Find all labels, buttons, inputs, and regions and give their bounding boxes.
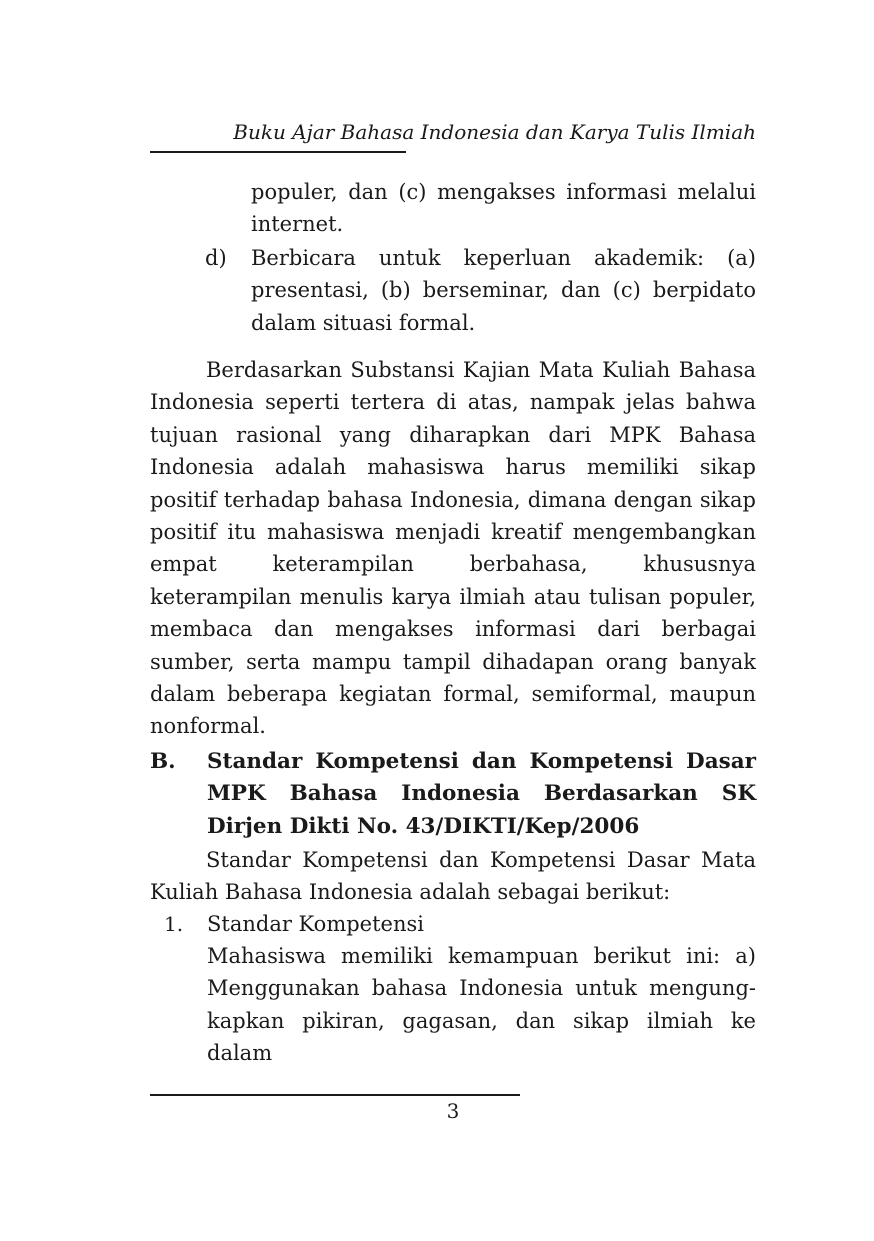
body-paragraph-1: Berdasarkan Substansi Kajian Mata Kuliah Bahasa Indonesia seperti tertera di atas, nampak jelas bahwa tujuan rasional yang diharapkan dari MPK Bahasa Indonesia adalah mahasiswa harus memiliki sikap positif terhadap bahasa Indonesia, dimana dengan sikap positif itu mahasiswa menjadi kreatif mengembangkan empat keterampilan berbahasa, khususnya keterampilan menulis karya ilmiah atau tulisan populer, membaca dan mengakses informasi dari berbagai sumber, serta mampu tampil dihadapan orang banyak dalam beberapa kegiatan formal, semiformal, maupun nonformal.: [150, 358, 756, 739]
running-header: Buku Ajar Bahasa Indonesia dan Karya Tulis Ilmiah: [233, 120, 756, 144]
footer-rule: [150, 1094, 520, 1096]
list-item-d-text: Berbicara untuk keperluan akademik: (a) presentasi, (b) berseminar, dan (c) berpidato dalam situasi formal.: [251, 246, 756, 335]
list-item-d-marker: d): [205, 246, 227, 270]
list-item-label: Standar Kompetensi: [207, 912, 424, 936]
section-number: B.: [150, 749, 176, 774]
section-title: Standar Kompetensi dan Kompetensi Dasar MPK Bahasa Indonesia Berdasarkan SK Dirjen Dikti No. 43/DIKTI/Kep/2006: [207, 749, 756, 839]
list-item-1-text: Mahasiswa memiliki kemampuan berikut ini: a) Menggunakan bahasa Indonesia untuk mengung-kapkan pikiran, gagasan, dan sikap ilmiah ke dalam: [207, 944, 756, 1066]
list-item-c-continuation: populer, dan (c) mengakses informasi melalui internet.: [251, 180, 756, 237]
body-paragraph-2: Standar Kompetensi dan Kompetensi Dasar Mata Kuliah Bahasa Indonesia adalah sebagai berikut:: [150, 848, 756, 905]
list-item-number: 1.: [164, 912, 184, 936]
header-rule: [150, 151, 406, 153]
page-number: 3: [446, 1099, 460, 1123]
